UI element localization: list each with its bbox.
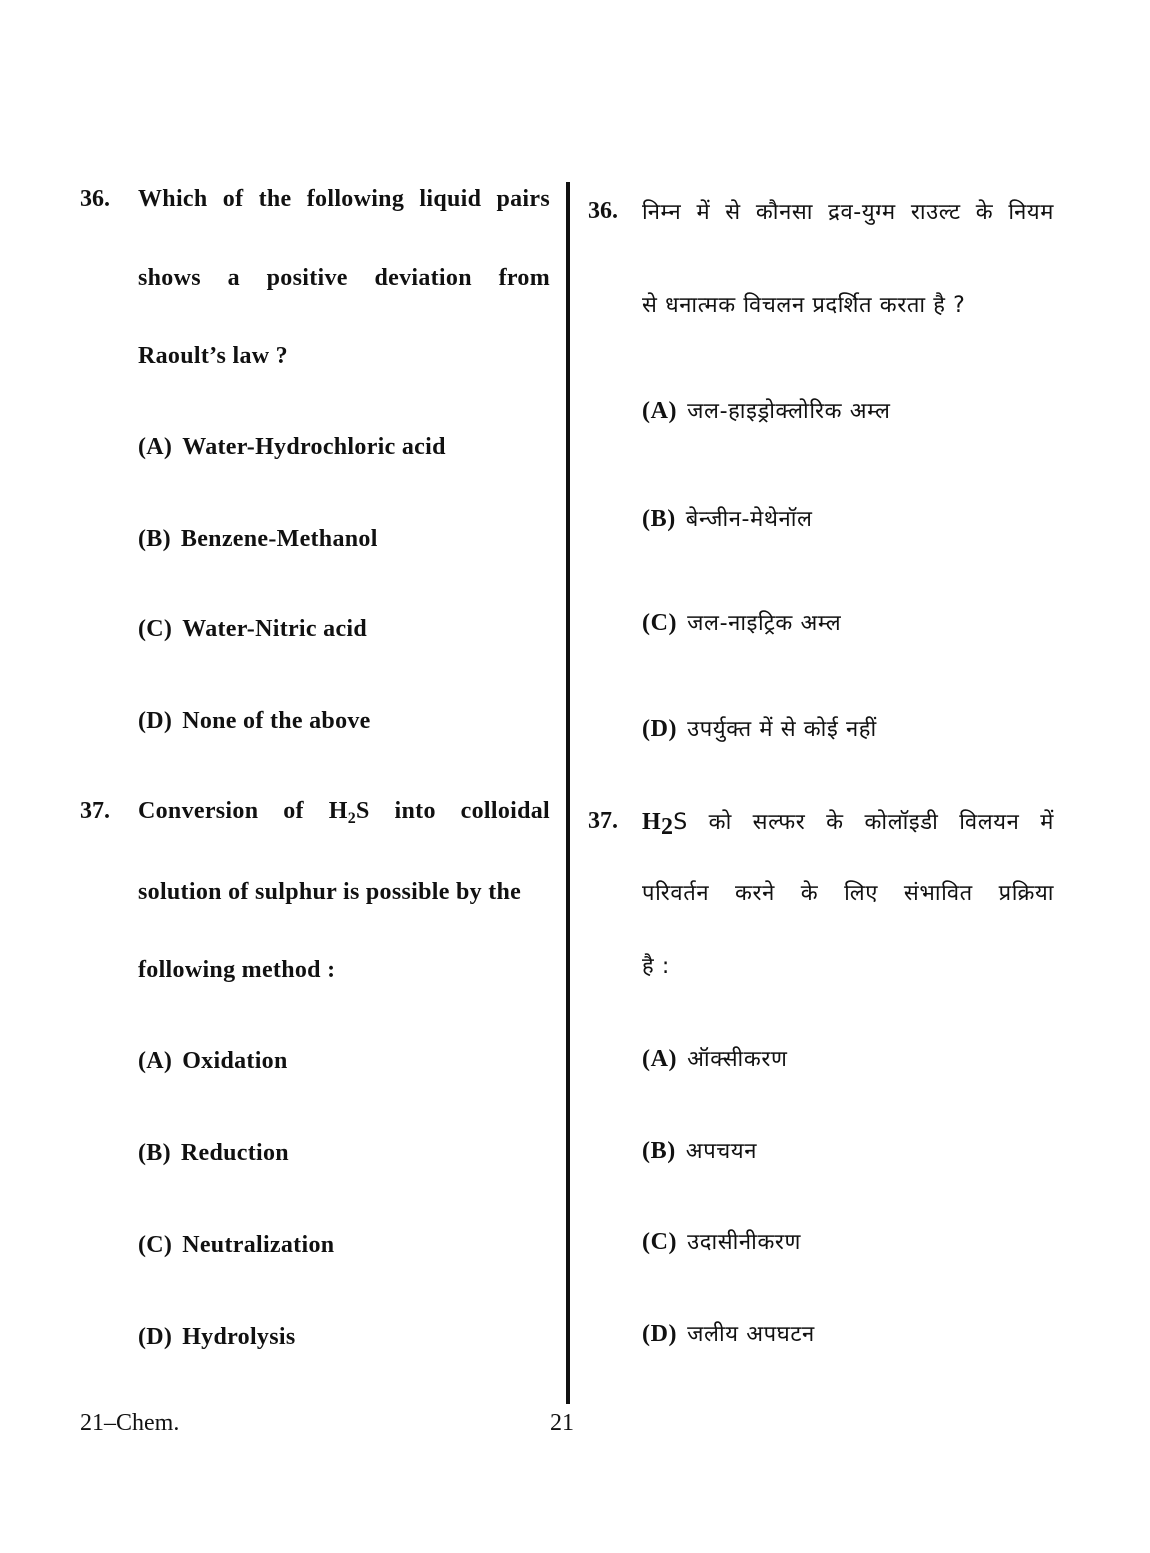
option-text: Oxidation bbox=[182, 1048, 288, 1074]
option-text: जल-नाइट्रिक अम्ल bbox=[687, 611, 842, 636]
option-text: जलीय अपघटन bbox=[687, 1322, 815, 1347]
option-text: None of the above bbox=[182, 708, 371, 734]
option-text: उदासीनीकरण bbox=[687, 1230, 802, 1255]
page-number: 21 bbox=[550, 1410, 574, 1436]
option-label: (B) bbox=[642, 506, 676, 532]
option-label: (C) bbox=[138, 1232, 173, 1258]
question-text-line bbox=[138, 798, 550, 825]
option-label: (D) bbox=[642, 716, 678, 742]
option-c bbox=[642, 1226, 801, 1256]
option-label: (D) bbox=[138, 708, 173, 734]
option-label: (B) bbox=[138, 526, 171, 552]
option-label: (B) bbox=[138, 1140, 171, 1166]
option-text: Reduction bbox=[180, 1140, 289, 1166]
option-text: बेन्जीन-मेथेनॉल bbox=[685, 507, 813, 532]
question-text-line: Raoult’s law ? bbox=[138, 343, 288, 369]
subscript: 2 bbox=[347, 810, 356, 827]
option-label: (A) bbox=[138, 1048, 173, 1074]
option-a bbox=[642, 1043, 787, 1073]
option-text: अपचयन bbox=[685, 1139, 758, 1164]
option-c bbox=[138, 616, 367, 643]
question-number: 36. bbox=[80, 186, 110, 212]
option-label: (B) bbox=[642, 1138, 676, 1164]
option-label: (D) bbox=[642, 1321, 678, 1347]
option-b bbox=[138, 526, 378, 553]
option-text: Benzene-Methanol bbox=[180, 526, 378, 552]
option-text: उपर्युक्त में से कोई नहीं bbox=[687, 717, 877, 742]
option-label: (A) bbox=[642, 398, 678, 424]
option-d bbox=[138, 1324, 295, 1351]
option-a bbox=[138, 434, 446, 461]
question-number: 37. bbox=[80, 798, 110, 824]
option-c bbox=[138, 1232, 334, 1259]
paper-code: 21–Chem. bbox=[80, 1410, 180, 1436]
option-a bbox=[138, 1048, 288, 1075]
option-b bbox=[642, 503, 813, 533]
column-divider bbox=[566, 182, 570, 1404]
option-d bbox=[642, 713, 877, 743]
text-part: Conversion of H bbox=[138, 798, 348, 824]
option-text: जल-हाइड्रोक्लोरिक अम्ल bbox=[687, 399, 891, 424]
question-text-line: है : bbox=[642, 954, 670, 979]
text-part: H bbox=[642, 809, 661, 835]
option-text: Neutralization bbox=[182, 1232, 335, 1258]
question-text-line: परिवर्तन करने के लिए संभावित प्रक्रिया bbox=[642, 881, 1054, 906]
option-b bbox=[138, 1140, 289, 1167]
option-label: (A) bbox=[138, 434, 173, 460]
question-text-line: shows a positive deviation from bbox=[138, 265, 550, 291]
option-c bbox=[642, 607, 841, 637]
option-label: (C) bbox=[642, 610, 678, 636]
option-a bbox=[642, 395, 891, 425]
option-b bbox=[642, 1135, 757, 1165]
question-text-line: से धनात्मक विचलन प्रदर्शित करता है ? bbox=[642, 293, 966, 318]
option-label: (A) bbox=[642, 1046, 678, 1072]
option-label: (C) bbox=[642, 1229, 678, 1255]
text-part: S into colloidal bbox=[356, 798, 551, 824]
option-d bbox=[642, 1318, 815, 1348]
question-number: 37. bbox=[588, 808, 618, 834]
subscript: 2 bbox=[660, 814, 674, 840]
option-d bbox=[138, 708, 371, 735]
question-text-line bbox=[138, 186, 550, 213]
option-label: (D) bbox=[138, 1324, 173, 1350]
question-text-line bbox=[642, 806, 1054, 840]
question-text: Which of the following liquid pairs bbox=[138, 186, 550, 212]
option-text: Hydrolysis bbox=[182, 1324, 296, 1350]
question-number: 36. bbox=[588, 198, 618, 224]
option-text: Water-Nitric acid bbox=[182, 616, 368, 642]
option-text: ऑक्सीकरण bbox=[687, 1047, 788, 1072]
question-text-line: solution of sulphur is possible by the bbox=[138, 879, 522, 905]
option-label: (C) bbox=[138, 616, 173, 642]
question-text-line: following method : bbox=[138, 957, 336, 983]
text-part: S को सल्फर के कोलॉइडी विलयन में bbox=[673, 810, 1054, 835]
question-text-line: निम्न में से कौनसा द्रव-युग्म राउल्ट के नियम bbox=[642, 200, 1054, 225]
option-text: Water-Hydrochloric acid bbox=[182, 434, 446, 460]
